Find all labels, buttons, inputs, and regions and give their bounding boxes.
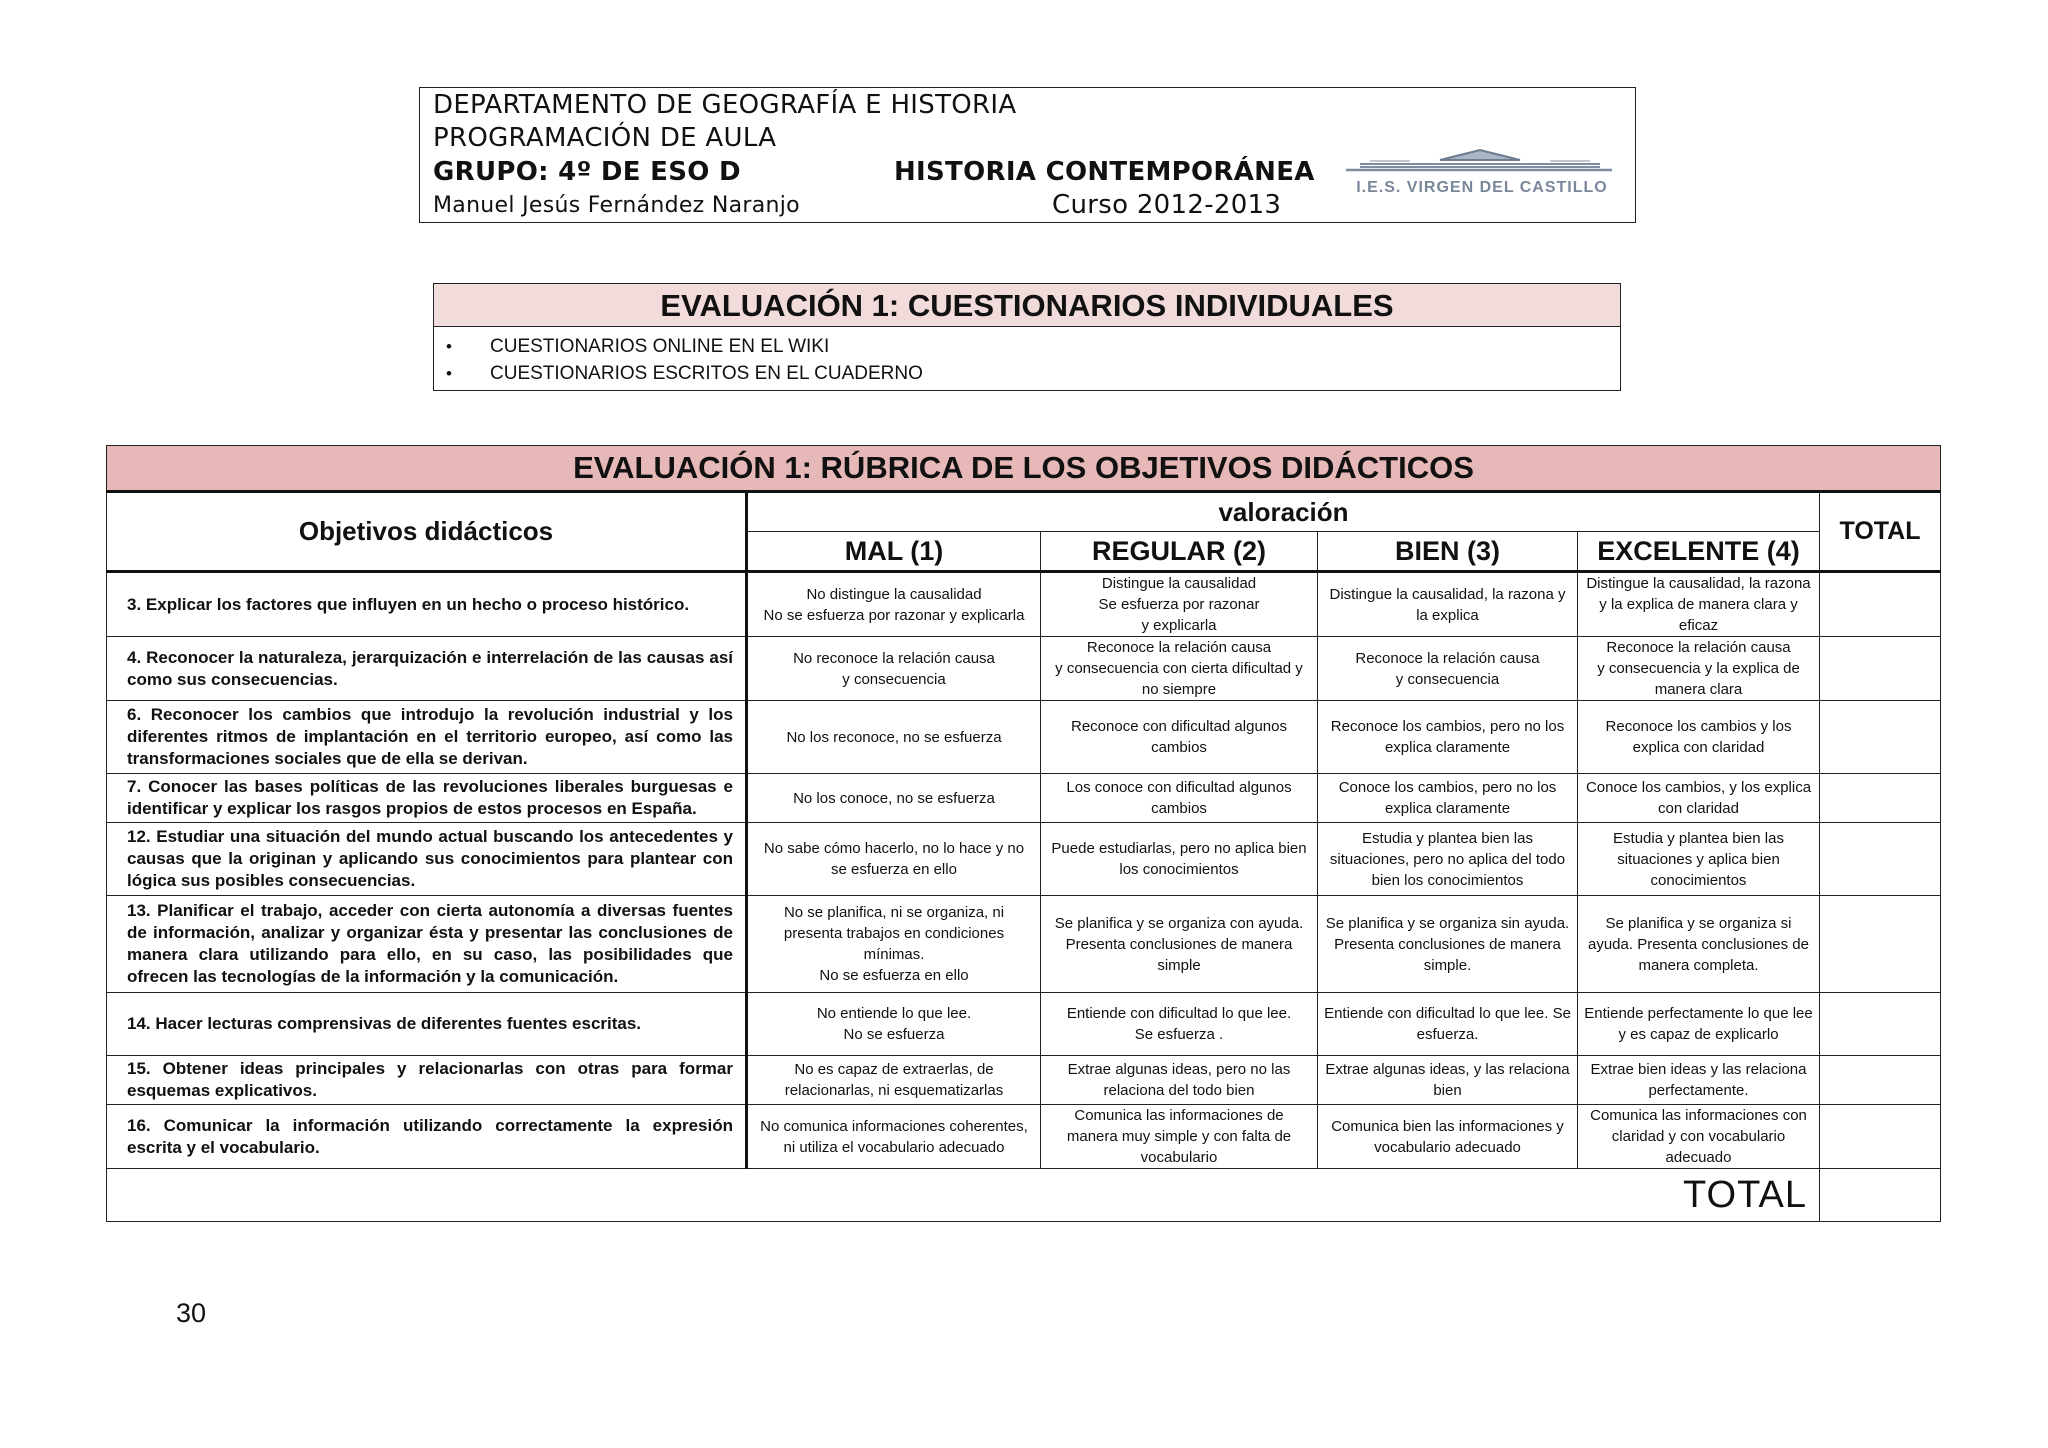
mal-cell: No reconoce la relación causa y consecuencia xyxy=(747,637,1041,701)
regular-cell: Los conoce con dificultad algunos cambios xyxy=(1041,774,1318,823)
table-row xyxy=(107,896,1941,993)
level-header-bien: BIEN (3) xyxy=(1318,532,1578,572)
bien-cell: Entiende con dificultad lo que lee. Se esfuerza. xyxy=(1318,993,1578,1056)
regular-cell: Reconoce con dificultad algunos cambios xyxy=(1041,701,1318,774)
bien-cell: Distingue la causalidad, la razona y la explica xyxy=(1318,572,1578,637)
mal-cell: No es capaz de extraerlas, de relacionarlas, ni esquematizarlas xyxy=(747,1056,1041,1105)
row-total-cell[interactable] xyxy=(1820,823,1941,896)
grand-total-row xyxy=(107,1169,1941,1222)
list-item xyxy=(434,333,1620,360)
table-row xyxy=(107,823,1941,896)
bien-cell: Comunica bien las informaciones y vocabulario adecuado xyxy=(1318,1105,1578,1169)
table-row xyxy=(107,637,1941,701)
mal-cell: No los conoce, no se esfuerza xyxy=(747,774,1041,823)
excelente-cell: Reconoce los cambios y los explica con claridad xyxy=(1578,701,1820,774)
mal-cell: No se planifica, ni se organiza, ni presenta trabajos en condiciones mínimas. No se esfuerza en ello xyxy=(747,896,1041,993)
objective-cell: 14. Hacer lecturas comprensivas de diferentes fuentes escritas. xyxy=(107,993,747,1056)
regular-cell: Puede estudiarlas, pero no aplica bien los conocimientos xyxy=(1041,823,1318,896)
level-header-regular: REGULAR (2) xyxy=(1041,532,1318,572)
bien-cell: Conoce los cambios, pero no los explica claramente xyxy=(1318,774,1578,823)
bullet-icon: • xyxy=(446,364,452,383)
department-name: DEPARTAMENTO DE GEOGRAFÍA E HISTORIA xyxy=(433,90,1017,120)
grand-total-label: TOTAL xyxy=(107,1169,1820,1222)
excelente-cell: Reconoce la relación causa y consecuencia y la explica de manera clara xyxy=(1578,637,1820,701)
bien-cell: Extrae algunas ideas, y las relaciona bien xyxy=(1318,1056,1578,1105)
mal-cell: No distingue la causalidad No se esfuerza por razonar y explicarla xyxy=(747,572,1041,637)
regular-cell: Reconoce la relación causa y consecuencia con cierta dificultad y no siempre xyxy=(1041,637,1318,701)
logo-text: I.E.S. VIRGEN DEL CASTILLO xyxy=(1356,179,1608,196)
bullet-icon: • xyxy=(446,337,452,356)
row-total-cell[interactable] xyxy=(1820,774,1941,823)
excelente-cell: Se planifica y se organiza si ayuda. Presenta conclusiones de manera completa. xyxy=(1578,896,1820,993)
program-title: PROGRAMACIÓN DE AULA xyxy=(433,123,777,153)
row-total-cell[interactable] xyxy=(1820,637,1941,701)
row-total-cell[interactable] xyxy=(1820,701,1941,774)
excelente-cell: Entiende perfectamente lo que lee y es capaz de explicarlo xyxy=(1578,993,1820,1056)
row-total-cell[interactable] xyxy=(1820,993,1941,1056)
level-header-mal: MAL (1) xyxy=(747,532,1041,572)
excelente-cell: Comunica las informaciones con claridad y con vocabulario adecuado xyxy=(1578,1105,1820,1169)
regular-cell: Se planifica y se organiza con ayuda. Presenta conclusiones de manera simple xyxy=(1041,896,1318,993)
objective-cell: 12. Estudiar una situación del mundo actual buscando los antecedentes y causas que la originan y aplicando sus conocimientos para plantear con lógica sus posibles consecuencias. xyxy=(107,823,747,896)
page-number: 30 xyxy=(176,1298,207,1328)
rubric-table xyxy=(106,445,1941,1222)
table-row xyxy=(107,701,1941,774)
regular-cell: Comunica las informaciones de manera muy simple y con falta de vocabulario xyxy=(1041,1105,1318,1169)
mal-cell: No comunica informaciones coherentes, ni utiliza el vocabulario adecuado xyxy=(747,1105,1041,1169)
subject-label: HISTORIA CONTEMPORÁNEA xyxy=(894,157,1315,187)
grand-total-cell[interactable] xyxy=(1820,1169,1941,1222)
bien-cell: Se planifica y se organiza sin ayuda. Presenta conclusiones de manera simple. xyxy=(1318,896,1578,993)
table-row xyxy=(107,1056,1941,1105)
excelente-cell: Conoce los cambios, y los explica con claridad xyxy=(1578,774,1820,823)
list-item xyxy=(434,360,1620,387)
mal-cell: No sabe cómo hacerlo, no lo hace y no se esfuerza en ello xyxy=(747,823,1041,896)
document-header xyxy=(419,87,1636,223)
questionnaires-list xyxy=(434,327,1620,387)
bien-cell: Reconoce la relación causa y consecuencia xyxy=(1318,637,1578,701)
bien-cell: Estudia y plantea bien las situaciones, pero no aplica del todo bien los conocimientos xyxy=(1318,823,1578,896)
excelente-cell: Estudia y plantea bien las situaciones y aplica bien conocimientos xyxy=(1578,823,1820,896)
course-label: Curso 2012-2013 xyxy=(1052,190,1282,220)
objective-cell: 4. Reconocer la naturaleza, jerarquización e interrelación de las causas así como sus consecuencias. xyxy=(107,637,747,701)
row-total-cell[interactable] xyxy=(1820,572,1941,637)
questionnaires-box xyxy=(433,283,1621,391)
mal-cell: No los reconoce, no se esfuerza xyxy=(747,701,1041,774)
objective-cell: 15. Obtener ideas principales y relacionarlas con otras para formar esquemas explicativos. xyxy=(107,1056,747,1105)
objectives-header: Objetivos didácticos xyxy=(107,492,747,572)
excelente-cell: Extrae bien ideas y las relaciona perfectamente. xyxy=(1578,1056,1820,1105)
regular-cell: Extrae algunas ideas, pero no las relaciona del todo bien xyxy=(1041,1056,1318,1105)
group-label: GRUPO: 4º DE ESO D xyxy=(433,157,741,187)
excelente-cell: Distingue la causalidad, la razona y la explica de manera clara y eficaz xyxy=(1578,572,1820,637)
bien-cell: Reconoce los cambios, pero no los explica claramente xyxy=(1318,701,1578,774)
objective-cell: 6. Reconocer los cambios que introdujo la revolución industrial y los diferentes ritmos de implantación en el territorio europeo, así como las transformaciones sociales que de ella se derivan. xyxy=(107,701,747,774)
valuation-header: valoración xyxy=(747,492,1820,532)
table-row xyxy=(107,774,1941,823)
questionnaires-title: EVALUACIÓN 1: CUESTIONARIOS INDIVIDUALES xyxy=(434,284,1620,327)
regular-cell: Entiende con dificultad lo que lee. Se esfuerza . xyxy=(1041,993,1318,1056)
row-total-cell[interactable] xyxy=(1820,1056,1941,1105)
objective-cell: 3. Explicar los factores que influyen en un hecho o proceso histórico. xyxy=(107,572,747,637)
regular-cell: Distingue la causalidad Se esfuerza por razonar y explicarla xyxy=(1041,572,1318,637)
author-name: Manuel Jesús Fernández Naranjo xyxy=(433,193,800,218)
level-header-excelente: EXCELENTE (4) xyxy=(1578,532,1820,572)
list-item-text: CUESTIONARIOS ONLINE EN EL WIKI xyxy=(490,336,830,357)
school-logo xyxy=(1340,148,1620,200)
row-total-cell[interactable] xyxy=(1820,896,1941,993)
rubric-title: EVALUACIÓN 1: RÚBRICA DE LOS OBJETIVOS DIDÁCTICOS xyxy=(107,446,1941,492)
total-header: TOTAL xyxy=(1820,492,1941,572)
row-total-cell[interactable] xyxy=(1820,1105,1941,1169)
mal-cell: No entiende lo que lee. No se esfuerza xyxy=(747,993,1041,1056)
objective-cell: 7. Conocer las bases políticas de las revoluciones liberales burguesas e identificar y explicar los rasgos propios de estos procesos en España. xyxy=(107,774,747,823)
objective-cell: 16. Comunicar la información utilizando correctamente la expresión escrita y el vocabulario. xyxy=(107,1105,747,1169)
table-row xyxy=(107,1105,1941,1169)
table-row xyxy=(107,993,1941,1056)
table-row xyxy=(107,572,1941,637)
objective-cell: 13. Planificar el trabajo, acceder con cierta autonomía a diversas fuentes de información, analizar y organizar ésta y presentar las conclusiones de manera clara utilizando para ello, en su caso, las posibilidades que ofrecen las tecnologías de la información y la comunicación. xyxy=(107,896,747,993)
list-item-text: CUESTIONARIOS ESCRITOS EN EL CUADERNO xyxy=(490,363,923,384)
